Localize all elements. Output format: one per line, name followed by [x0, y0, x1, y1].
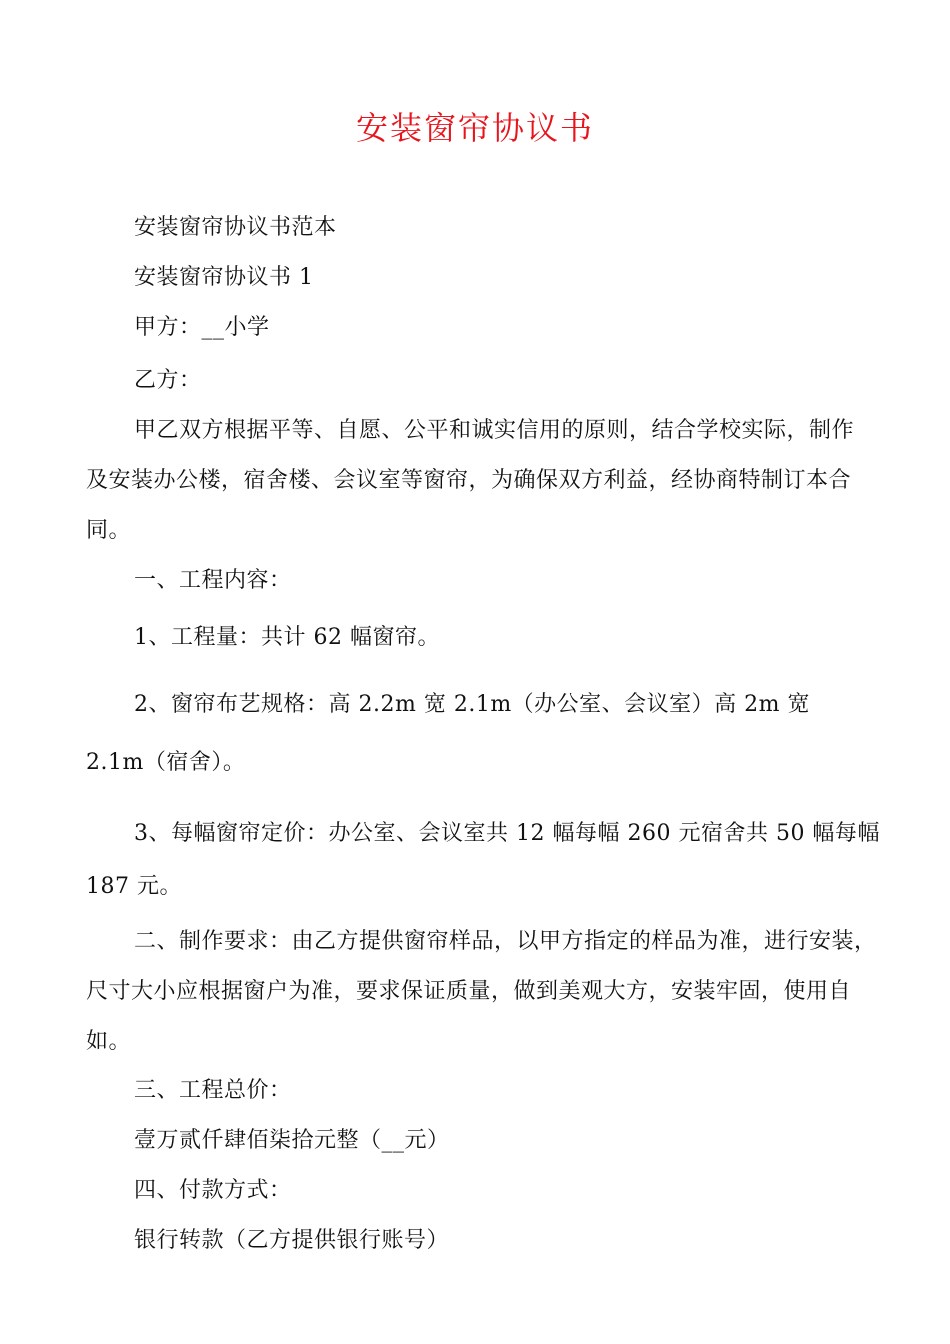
paragraph-line: 187 元。	[86, 874, 182, 899]
paragraph-line: 银行转款（乙方提供银行账号）	[134, 1228, 450, 1253]
section-heading: 三、工程总价：	[134, 1078, 292, 1103]
paragraph-line: 3、每幅窗帘定价：办公室、会议室共 12 幅每幅 260 元宿舍共 50 幅每幅	[134, 821, 880, 846]
section-heading: 二、制作要求：由乙方提供窗帘样品，以甲方指定的样品为准，进行安装，	[134, 929, 877, 954]
document-title: 安装窗帘协议书	[355, 109, 594, 147]
paragraph-line: 壹万贰仟肆佰柒拾元整（__元）	[134, 1128, 450, 1153]
paragraph-line: 乙方：	[134, 368, 202, 393]
paragraph-line: 如。	[86, 1029, 132, 1054]
paragraph-line: 同。	[86, 518, 132, 543]
paragraph-line: 2.1m（宿舍）。	[86, 750, 246, 775]
paragraph-line: 甲方：__小学	[134, 315, 270, 340]
paragraph-line: 尺寸大小应根据窗户为准，要求保证质量，做到美观大方，安装牢固，使用自	[86, 979, 852, 1004]
paragraph-line: 2、窗帘布艺规格：高 2.2m 宽 2.1m（办公室、会议室）高 2m 宽	[134, 692, 811, 717]
paragraph-line: 甲乙双方根据平等、自愿、公平和诚实信用的原则，结合学校实际，制作	[134, 418, 855, 443]
section-heading: 一、工程内容：	[134, 568, 292, 593]
paragraph-line: 安装窗帘协议书范本	[134, 215, 337, 240]
paragraph-line: 1、工程量：共计 62 幅窗帘。	[134, 625, 440, 650]
section-heading: 四、付款方式：	[134, 1178, 292, 1203]
paragraph-line: 安装窗帘协议书 1	[134, 265, 314, 290]
paragraph-line: 及安装办公楼，宿舍楼、会议室等窗帘，为确保双方利益，经协商特制订本合	[86, 468, 852, 493]
